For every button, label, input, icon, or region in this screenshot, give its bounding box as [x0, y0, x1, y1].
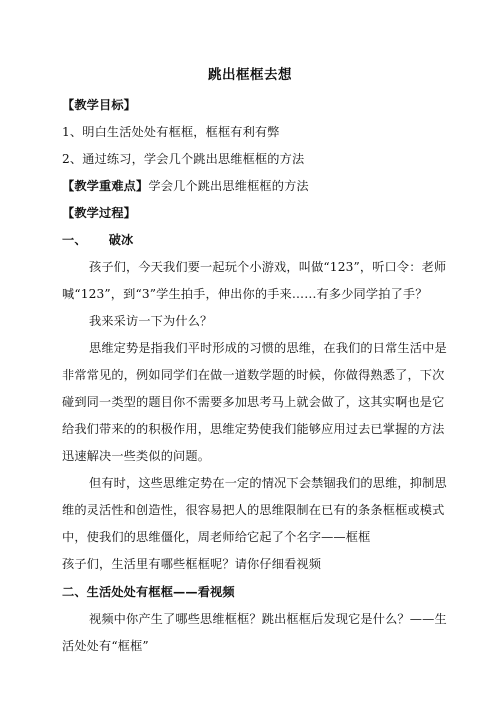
- section2-paragraph-line: 活处处有“框框”: [62, 639, 149, 653]
- section1-paragraph-line: 维的灵活性和创造性，很容易把人的思维限制在已有的条条框框或模式: [62, 503, 445, 517]
- section1-paragraph-line: 思维定势是指我们平时形成的习惯的思维，在我们的日常生活中是: [89, 341, 447, 355]
- section1-paragraph-line: 碰到同一类型的题目你不需要多加思考马上就会做了，这其实啊也是它: [62, 395, 445, 409]
- process-heading: 【教学过程】: [62, 206, 137, 220]
- section1-heading: [62, 232, 442, 248]
- section1-number: 一、: [62, 233, 87, 247]
- key-points-heading: 【教学重难点】: [62, 179, 149, 193]
- section1-paragraph-line: 中，使我们的思维僵化，周老师给它起了个名字——框框: [62, 530, 371, 544]
- objective-item-2: 2、通过练习，学会几个跳出思维框框的方法: [62, 152, 305, 166]
- section1-paragraph-line: 给我们带来的的积极作用，思维定势使我们能够应用过去已掌握的方法: [62, 422, 445, 436]
- section1-paragraph-line: 喊“123”，到“3”学生拍手，伸出你的手来……有多少同学拍了手？: [62, 287, 428, 301]
- section1-paragraph-line: 我来采访一下为什么？: [89, 314, 213, 328]
- section2-heading: 二、生活处处有框框——看视频: [62, 585, 235, 599]
- section1-paragraph-line: 孩子们，今天我们要一起玩个小游戏，叫做“123”，听口令：老师: [89, 260, 447, 274]
- section1-title: 破冰: [108, 233, 134, 247]
- key-points-text: 学会几个跳出思维框框的方法: [148, 179, 309, 193]
- document-title: 跳出框框去想: [208, 67, 292, 83]
- objective-item-1: 1、明白生活处处有框框，框框有利有弊: [62, 125, 280, 139]
- objectives-heading: 【教学目标】: [62, 98, 137, 112]
- key-points-line: [62, 178, 442, 194]
- section1-paragraph-line: 孩子们，生活里有哪些框框呢？请你仔细看视频: [62, 557, 322, 571]
- section1-paragraph-line: 迅速解决一些类似的问题。: [62, 449, 211, 463]
- section2-paragraph-line: 视频中你产生了哪些思维框框？跳出框框后发现它是什么？——生: [89, 612, 447, 626]
- section1-paragraph-line: 但有时，这些思维定势在一定的情况下会禁锢我们的思维，抑制思: [89, 476, 447, 490]
- section1-paragraph-line: 非常常见的，例如同学们在做一道数学题的时候，你做得熟悉了，下次: [62, 368, 445, 382]
